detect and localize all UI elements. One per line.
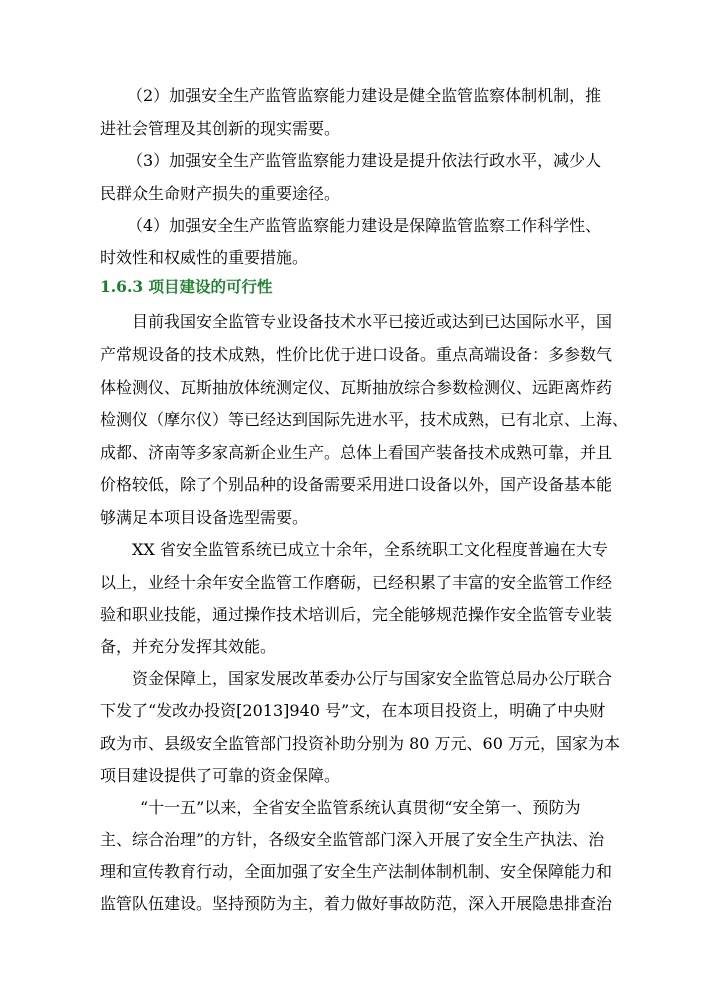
- equipment-line-7: 够满足本项目设备选型需要。: [100, 508, 309, 527]
- staff-line-1: XX 省安全监管系统已成立十余年，全系统职工文化程度普遍在大专: [132, 540, 608, 559]
- staff-line-4: 备，并充分发挥其效能。: [100, 637, 277, 656]
- funding-line-4: 项目建设提供了可靠的资金保障。: [100, 766, 341, 785]
- section-heading: 1.6.3 项目建设的可行性: [100, 277, 273, 296]
- paragraph-2-line-1: （2）加强安全生产监管监察能力建设是健全监管监察体制机制，推: [127, 86, 602, 105]
- funding-line-2: 下发了“发改办投资[2013]940 号”文，在本项目投资上，明确了中央财: [100, 701, 606, 720]
- policy-line-2: 主、综合治理”的方针，各级安全监管部门深入开展了安全生产执法、治: [100, 830, 605, 849]
- policy-line-3: 理和宣传教育行动，全面加强了安全生产法制体制机制、安全保障能力和: [100, 862, 613, 881]
- staff-line-3: 验和职业技能，通过操作技术培训后，完全能够规范操作安全监管专业装: [100, 605, 613, 624]
- equipment-line-3: 体检测仪、瓦斯抽放体统测定仪、瓦斯抽放综合参数检测仪、远距离炸药: [100, 378, 613, 397]
- paragraph-3-line-1: （3）加强安全生产监管监察能力建设是提升依法行政水平，减少人: [127, 151, 602, 170]
- paragraph-4-line-1: （4）加强安全生产监管监察能力建设是保障监管监察工作科学性、: [127, 216, 602, 235]
- paragraph-3-line-2: 民群众生命财产损失的重要途径。: [100, 184, 341, 203]
- policy-line-4: 监管队伍建设。坚持预防为主，着力做好事故防范，深入开展隐患排查治: [100, 894, 613, 913]
- paragraph-2-line-2: 进社会管理及其创新的现实需要。: [100, 119, 341, 138]
- paragraph-4-line-2: 时效性和权威性的重要措施。: [100, 248, 309, 267]
- equipment-line-6: 价格较低，除了个别品种的设备需要采用进口设备以外，国产设备基本能: [100, 475, 613, 494]
- funding-line-3: 政为市、县级安全监管部门投资补助分别为 80 万元、60 万元，国家为本: [100, 734, 620, 753]
- equipment-line-5: 成都、济南等多家高新企业生产。总体上看国产装备技术成熟可靠，并且: [100, 443, 613, 462]
- staff-line-2: 以上，业经十余年安全监管工作磨砺，已经积累了丰富的安全监管工作经: [100, 573, 613, 592]
- equipment-line-1: 目前我国安全监管专业设备技术水平已接近或达到已达国际水平，国: [132, 312, 613, 331]
- funding-line-1: 资金保障上，国家发展改革委办公厅与国家安全监管总局办公厅联合: [132, 669, 613, 688]
- equipment-line-2: 产常规设备的技术成熟，性价比优于进口设备。重点高端设备：多参数气: [100, 345, 613, 364]
- equipment-line-4: 检测仪（摩尔仪）等已经达到国际先进水平，技术成熟，已有北京、上海、: [100, 410, 629, 429]
- policy-line-1: “十一五”以来，全省安全监管系统认真贯彻“安全第一、预防为: [140, 798, 581, 817]
